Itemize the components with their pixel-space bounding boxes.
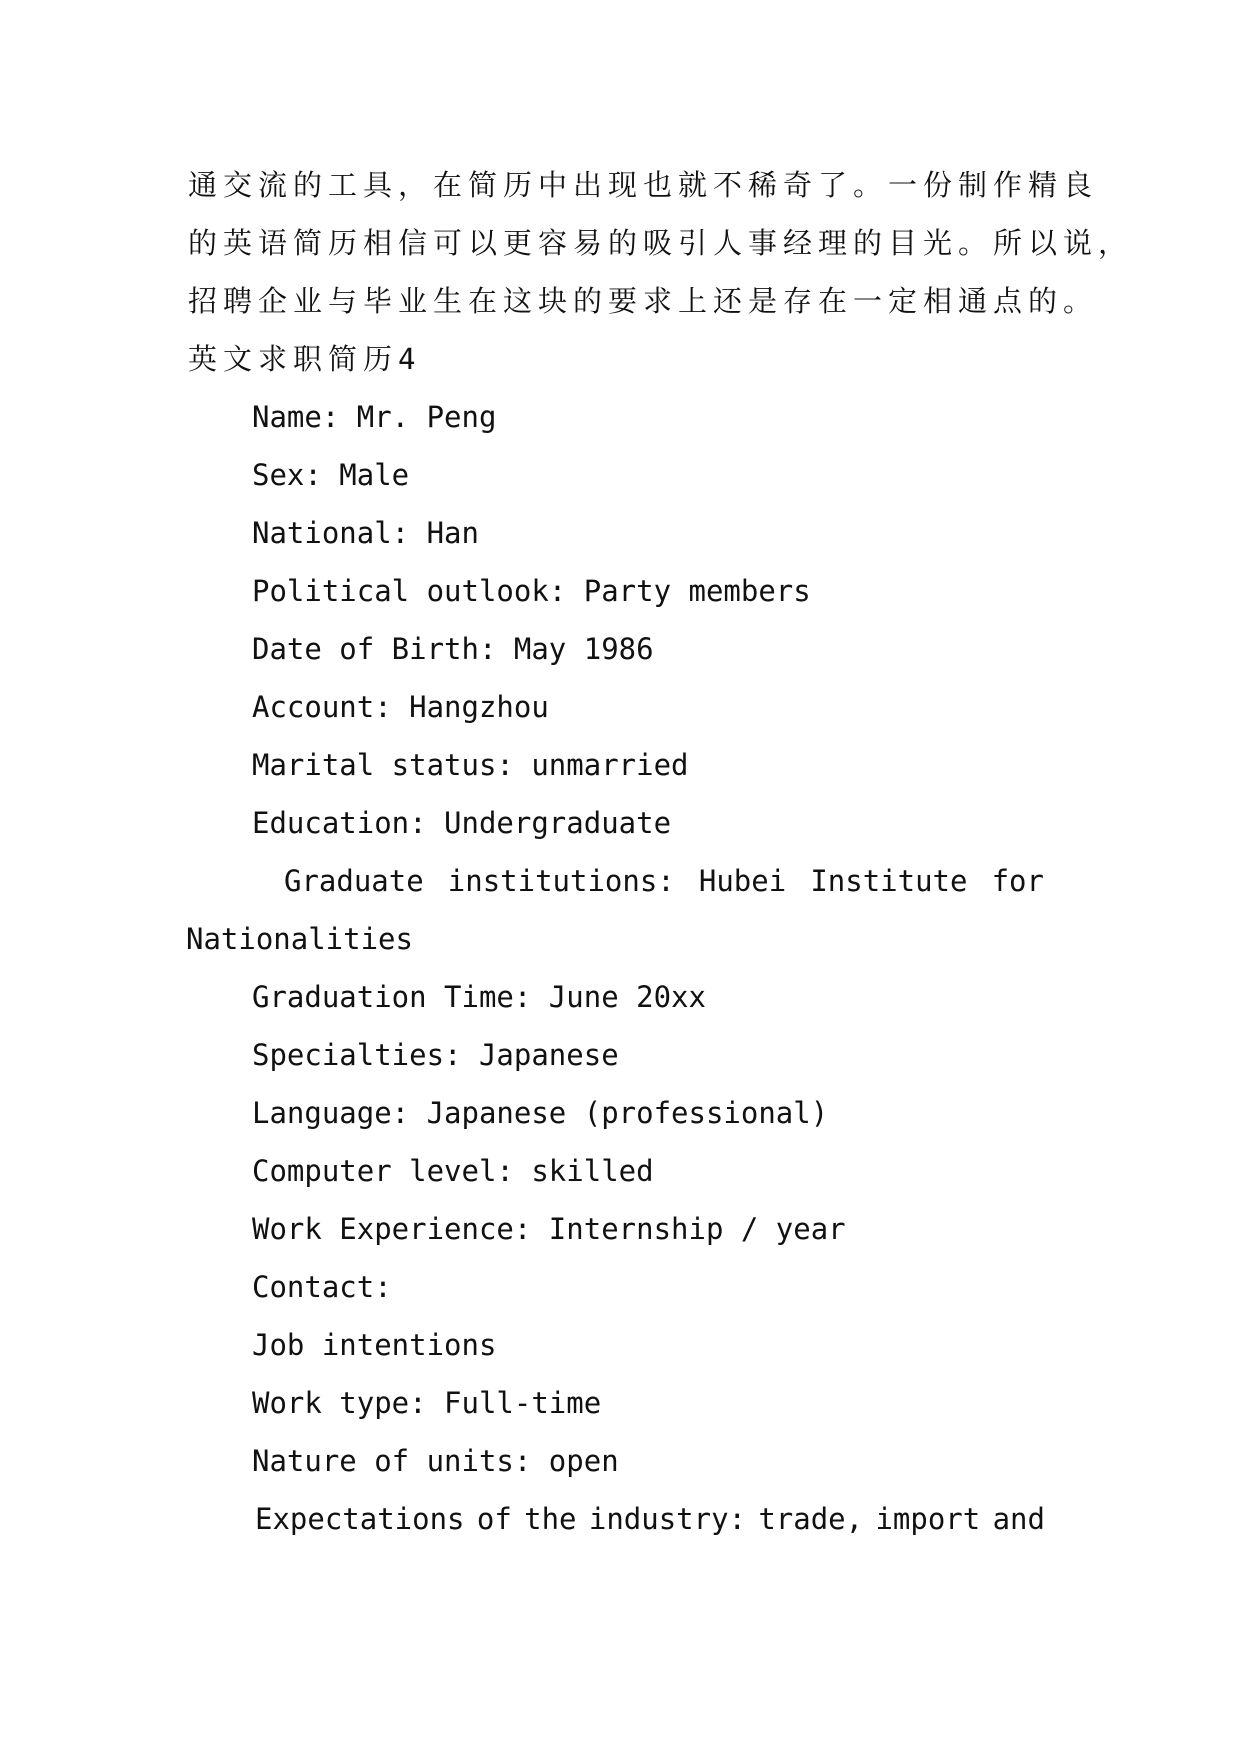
resume-date-of-birth: Date of Birth: May 1986	[252, 632, 654, 666]
resume-work-type: Work type: Full-time	[252, 1386, 602, 1420]
intro-line-1: 通交流的工具，在简历中出现也就不稀奇了。一份制作精良	[188, 168, 1099, 202]
graduate-word-3: Hubei	[698, 864, 787, 898]
expectations-word-1: Expectations	[255, 1502, 465, 1536]
graduate-word-1: Graduate	[284, 864, 424, 898]
resume-expectations	[255, 1501, 1045, 1537]
intro-line-2: 的英语简历相信可以更容易的吸引人事经理的目光。所以说，	[188, 226, 1134, 260]
resume-account: Account: Hangzhou	[252, 690, 549, 724]
resume-contact: Contact:	[252, 1270, 392, 1304]
expectations-word-3: the	[524, 1502, 577, 1536]
graduate-word-4: Institute	[810, 864, 968, 898]
resume-graduate-institutions	[284, 863, 1044, 899]
expectations-word-6: import	[875, 1502, 981, 1536]
resume-marital-status: Marital status: unmarried	[252, 748, 689, 782]
expectations-word-7: and	[992, 1502, 1045, 1536]
resume-education: Education: Undergraduate	[252, 806, 672, 840]
resume-language: Language: Japanese (professional)	[252, 1096, 829, 1130]
resume-name: Name: Mr. Peng	[252, 400, 497, 434]
resume-job-intentions: Job intentions	[252, 1328, 497, 1362]
section-title: 英文求职简历4	[188, 342, 422, 376]
resume-graduation-time: Graduation Time: June 20xx	[252, 980, 706, 1014]
graduate-word-2: institutions:	[447, 864, 675, 898]
graduate-word-5: for	[991, 864, 1044, 898]
resume-computer-level: Computer level: skilled	[252, 1154, 654, 1188]
expectations-word-2: of	[476, 1502, 512, 1536]
expectations-word-4: industry:	[588, 1502, 746, 1536]
resume-national: National: Han	[252, 516, 479, 550]
expectations-word-5: trade,	[758, 1502, 864, 1536]
intro-line-3: 招聘企业与毕业生在这块的要求上还是存在一定相通点的。	[188, 284, 1099, 318]
resume-specialties: Specialties: Japanese	[252, 1038, 619, 1072]
resume-graduate-institutions-cont: Nationalities	[186, 922, 413, 956]
resume-nature-of-units: Nature of units: open	[252, 1444, 619, 1478]
resume-political-outlook: Political outlook: Party members	[252, 574, 811, 608]
resume-work-experience: Work Experience: Internship / year	[252, 1212, 846, 1246]
resume-sex: Sex: Male	[252, 458, 410, 492]
